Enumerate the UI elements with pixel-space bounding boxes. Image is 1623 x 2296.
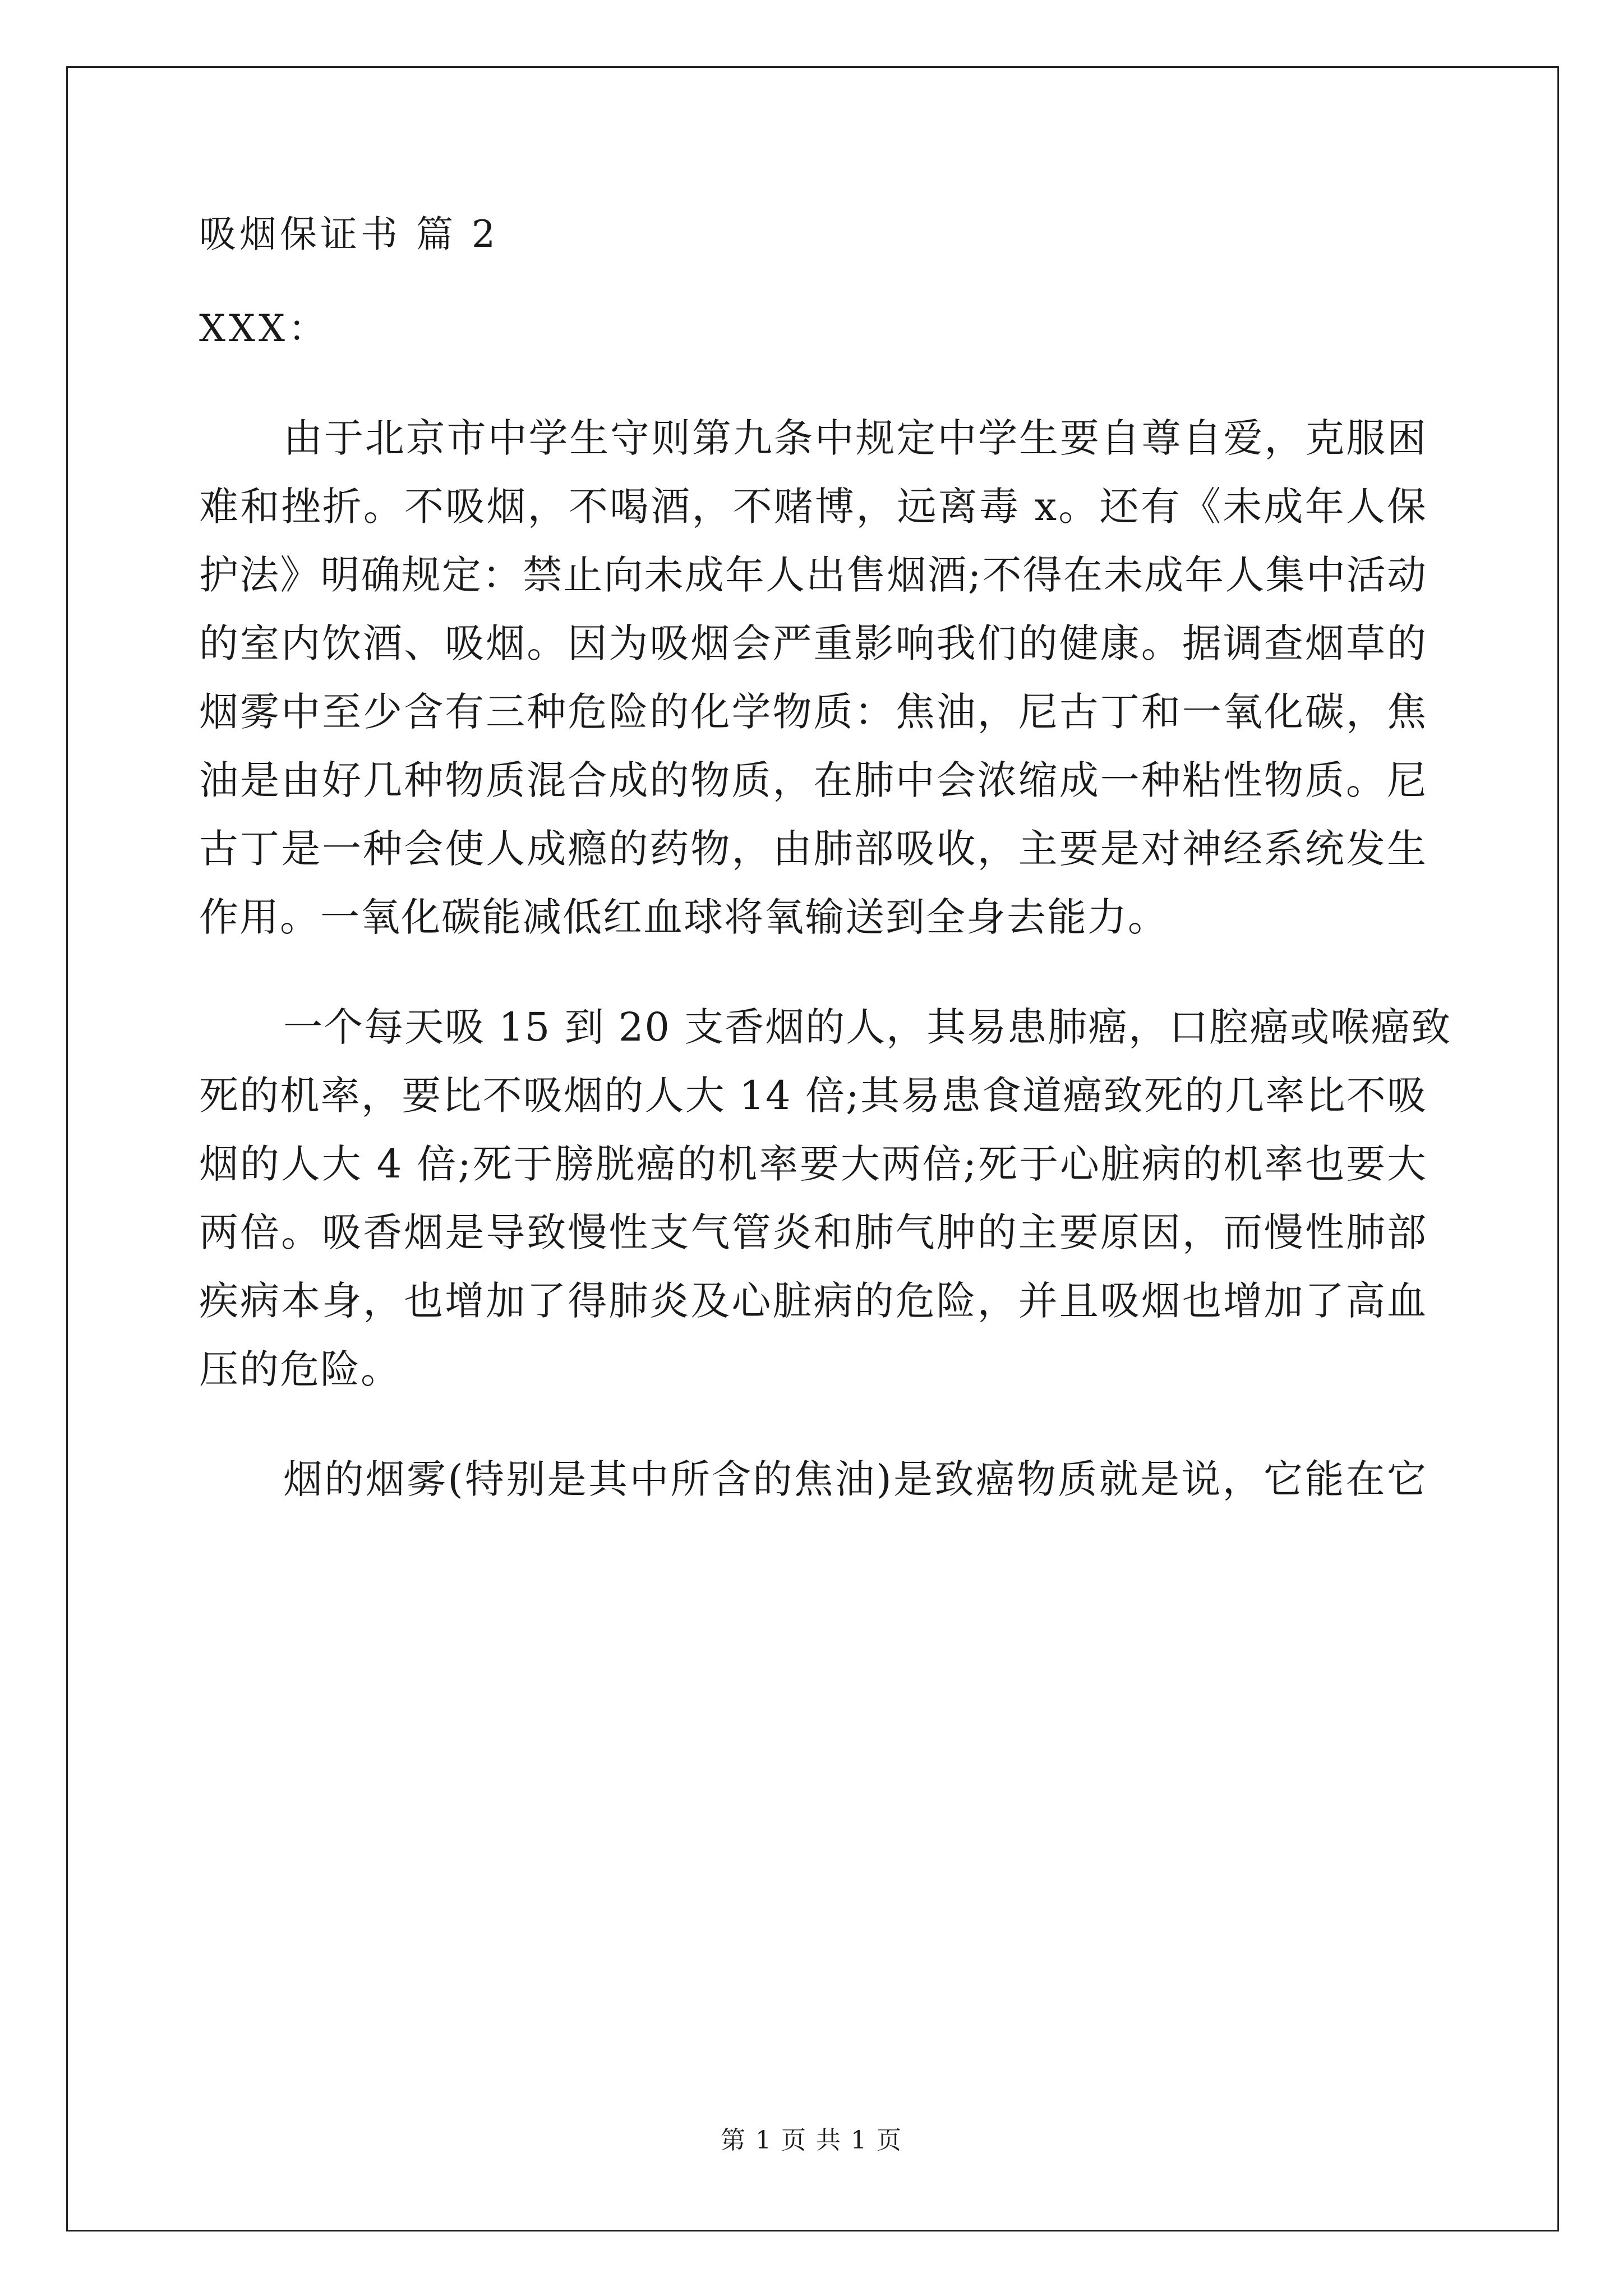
paragraph-line: 由于北京市中学生守则第九条中规定中学生要自尊自爱，克服困 bbox=[283, 415, 1427, 461]
paragraph-line: 难和挫折。不吸烟，不喝酒，不赌博，远离毒 x。还有《未成年人保 bbox=[199, 484, 1427, 530]
paragraph-line: 一个每天吸 15 到 20 支香烟的人，其易患肺癌，口腔癌或喉癌致 bbox=[283, 1004, 1452, 1050]
paragraph-line: 的室内饮酒、吸烟。因为吸烟会严重影响我们的健康。据调查烟草的 bbox=[199, 620, 1427, 666]
paragraph-line: 死的机率，要比不吸烟的人大 14 倍;其易患食道癌致死的几率比不吸 bbox=[199, 1073, 1427, 1119]
document-title: 吸烟保证书 篇 2 bbox=[199, 213, 499, 256]
paragraph-line: 疾病本身，也增加了得肺炎及心脏病的危险，并且吸烟也增加了高血 bbox=[199, 1278, 1427, 1324]
document-body bbox=[199, 213, 1452, 1555]
paragraph-2 bbox=[199, 993, 1452, 1404]
paragraph-line: 烟的人大 4 倍;死于膀胱癌的机率要大两倍;死于心脏病的机率也要大 bbox=[199, 1141, 1427, 1187]
paragraph-3 bbox=[199, 1445, 1427, 1513]
page-footer: 第 1 页 共 1 页 bbox=[721, 2126, 902, 2155]
paragraph-line: 烟的烟雾(特别是其中所含的焦油)是致癌物质就是说，它能在它 bbox=[283, 1456, 1427, 1502]
paragraph-line: 护法》明确规定：禁止向未成年人出售烟酒;不得在未成年人集中活动 bbox=[199, 552, 1427, 598]
paragraph-line: 压的危险。 bbox=[199, 1346, 401, 1392]
salutation: XXX： bbox=[199, 307, 329, 350]
paragraph-line: 烟雾中至少含有三种危险的化学物质：焦油，尼古丁和一氧化碳，焦 bbox=[199, 689, 1427, 735]
paragraph-1 bbox=[199, 404, 1427, 951]
paragraph-line: 作用。一氧化碳能减低红血球将氧输送到全身去能力。 bbox=[199, 894, 1168, 940]
paragraph-line: 古丁是一种会使人成瘾的药物，由肺部吸收，主要是对神经系统发生 bbox=[199, 826, 1427, 872]
paragraph-line: 两倍。吸香烟是导致慢性支气管炎和肺气肿的主要原因，而慢性肺部 bbox=[199, 1209, 1427, 1255]
paragraph-line: 油是由好几种物质混合成的物质，在肺中会浓缩成一种粘性物质。尼 bbox=[199, 757, 1427, 803]
